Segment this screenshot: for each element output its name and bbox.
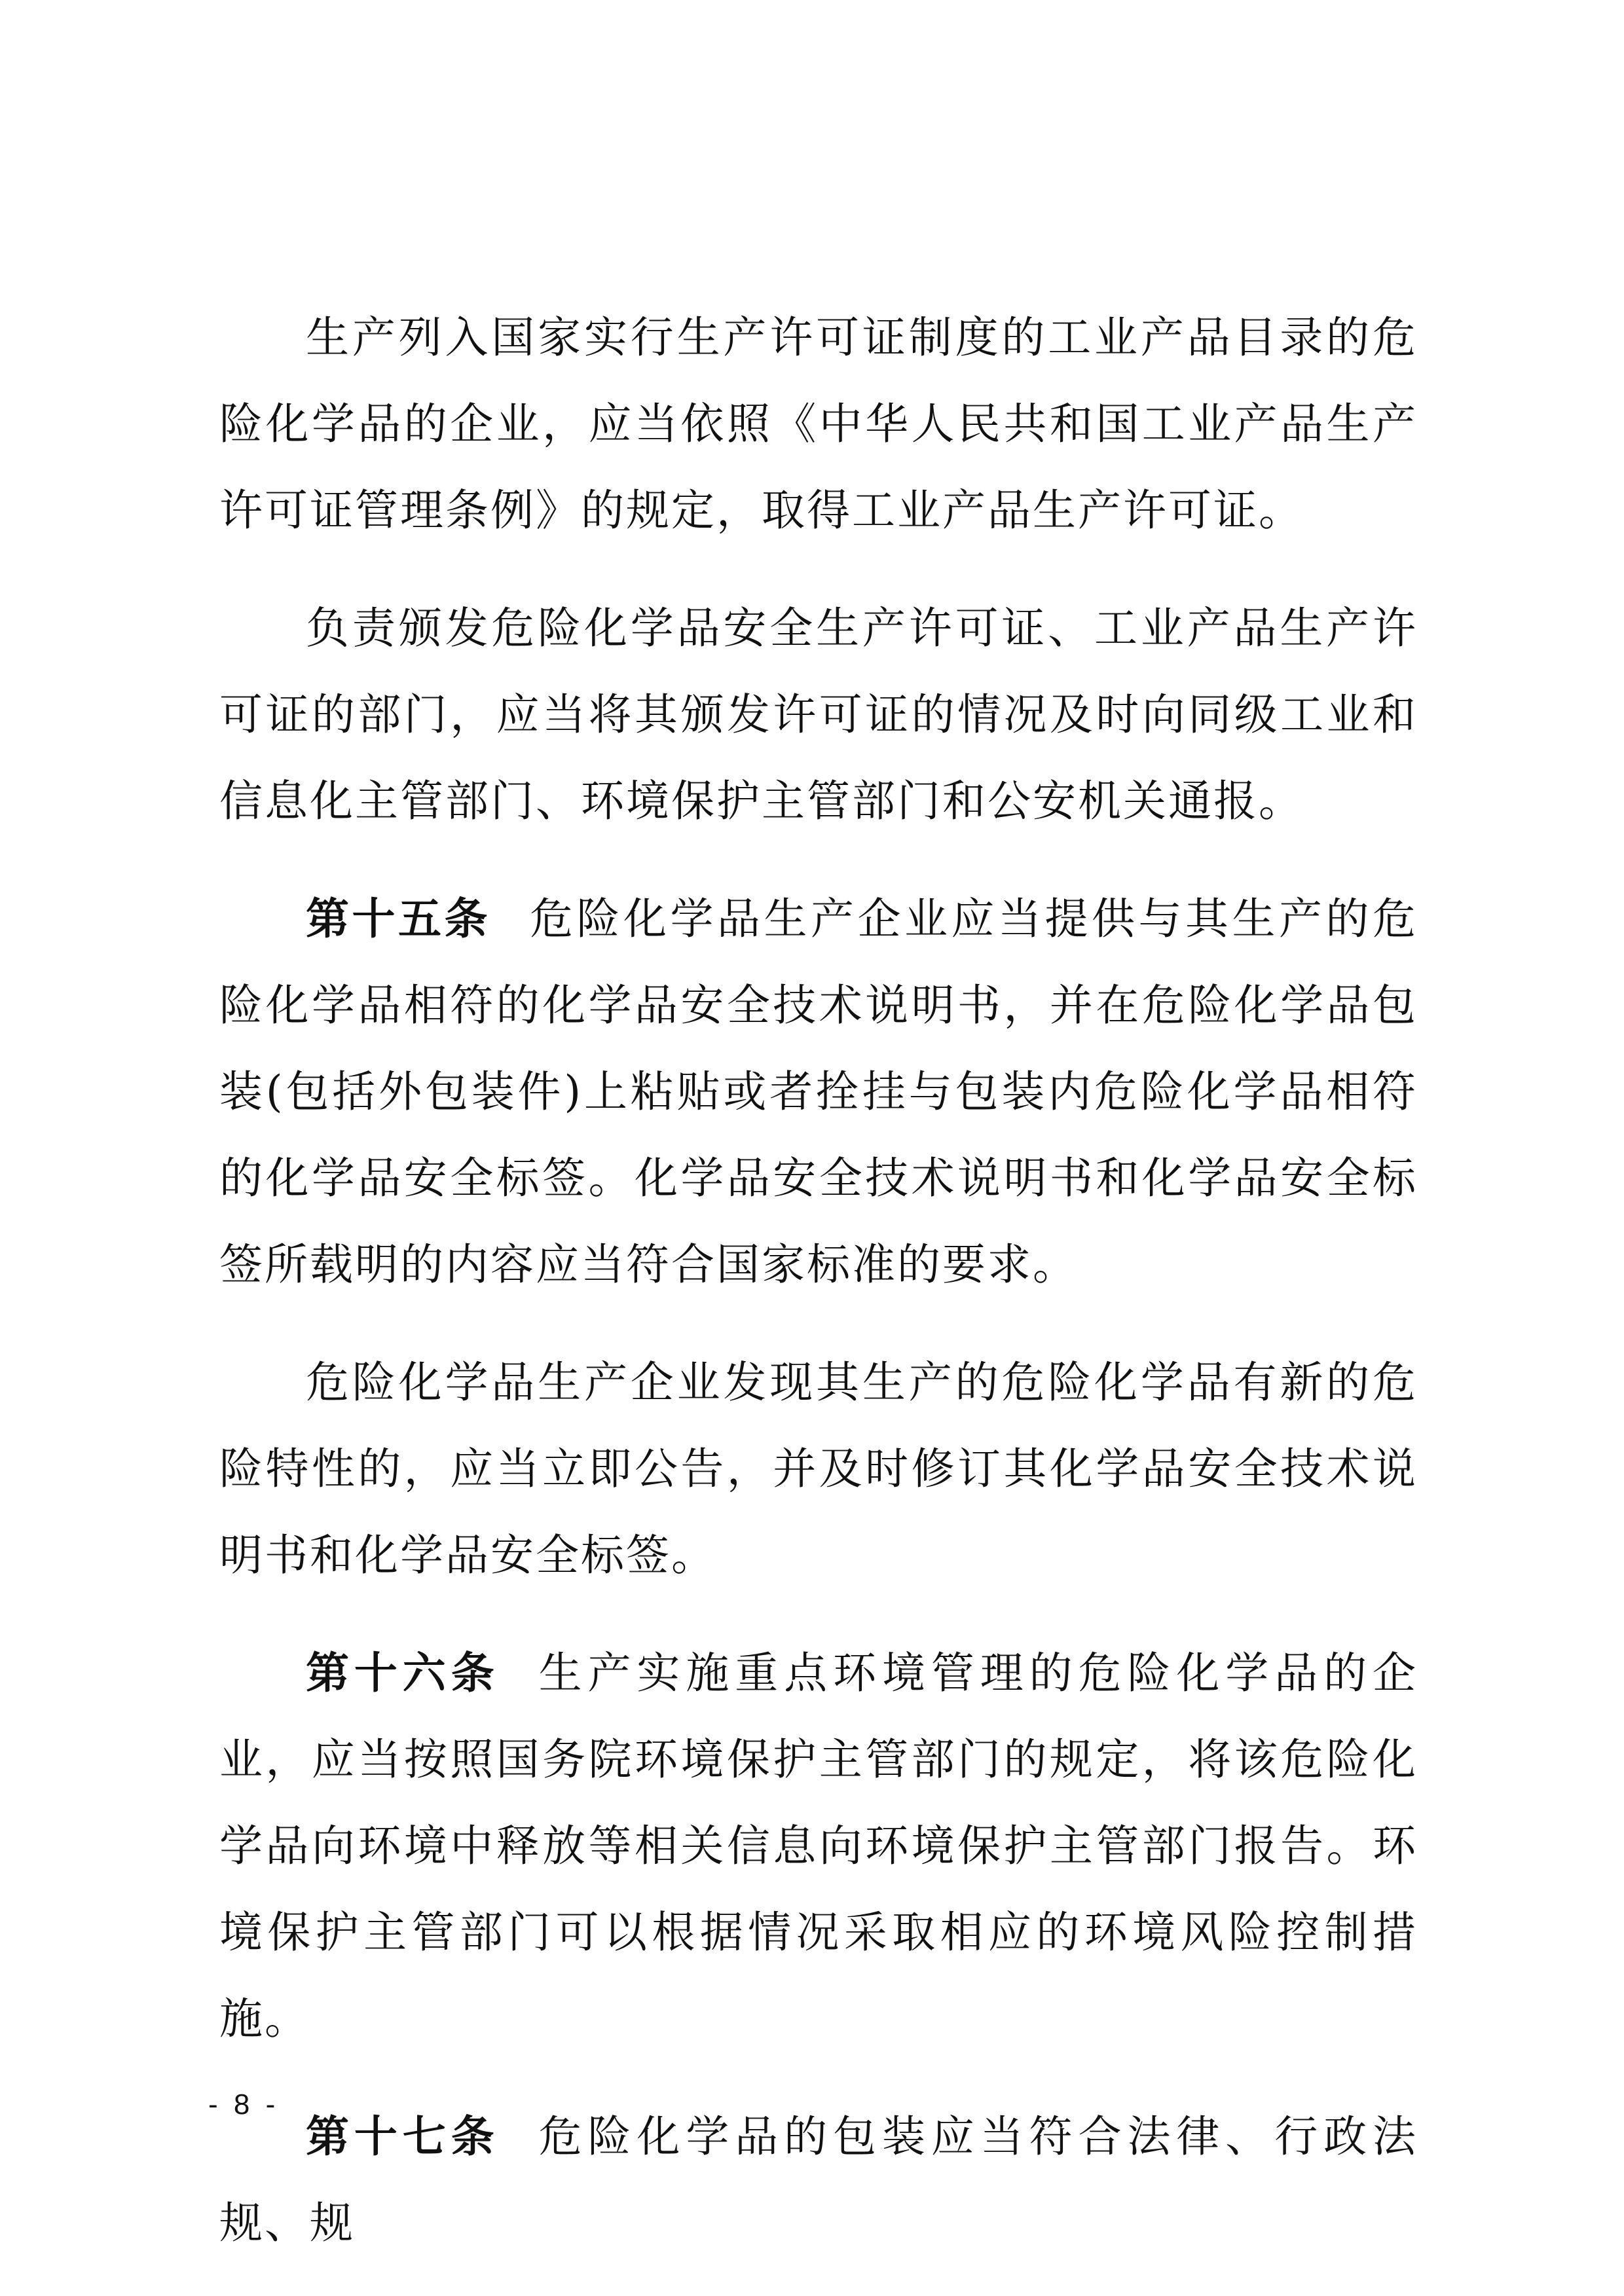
- paragraph-text: 危险化学品生产企业应当提供与其生产的危险化学品相符的化学品安全技术说明书，并在危险化学品包装(包括外包装件)上粘贴或者拴挂与包装内危险化学品相符的化学品安全标签。化学品安全技术说明书和化学品安全标签所载明的内容应当符合国家标准的要求。: [219, 894, 1418, 1290]
- article-17-paragraph: [219, 2094, 1418, 2267]
- paragraph-text: 危险化学品的包装应当符合法律、行政法规、规: [219, 2111, 1418, 2248]
- article-number: 第十七条: [306, 2111, 500, 2162]
- page-number: - 8 -: [208, 2088, 280, 2121]
- paragraph-2: [219, 585, 1418, 845]
- article-15-paragraph: [219, 876, 1418, 1308]
- article-number: 第十五条: [306, 894, 490, 944]
- paragraph-4: [219, 1339, 1418, 1599]
- paragraph-text: 危险化学品生产企业发现其生产的危险化学品有新的危险特性的，应当立即公告，并及时修订其化学品安全技术说明书和化学品安全标签。: [219, 1357, 1418, 1580]
- article-number: 第十六条: [306, 1648, 500, 1698]
- paragraph-text: 生产实施重点环境管理的危险化学品的企业，应当按照国务院环境保护主管部门的规定，将该危险化学品向环境中释放等相关信息向环境保护主管部门报告。环境保护主管部门可以根据情况采取相应的环境风险控制措施。: [219, 1648, 1418, 2044]
- document-body: [219, 295, 1418, 2267]
- paragraph-text: 生产列入国家实行生产许可证制度的工业产品目录的危险化学品的企业，应当依照《中华人民共和国工业产品生产许可证管理条例》的规定，取得工业产品生产许可证。: [219, 312, 1418, 536]
- paragraph-text: 负责颁发危险化学品安全生产许可证、工业产品生产许可证的部门，应当将其颁发许可证的情况及时向同级工业和信息化主管部门、环境保护主管部门和公安机关通报。: [219, 603, 1418, 826]
- paragraph-1: [219, 295, 1418, 554]
- article-16-paragraph: [219, 1630, 1418, 2062]
